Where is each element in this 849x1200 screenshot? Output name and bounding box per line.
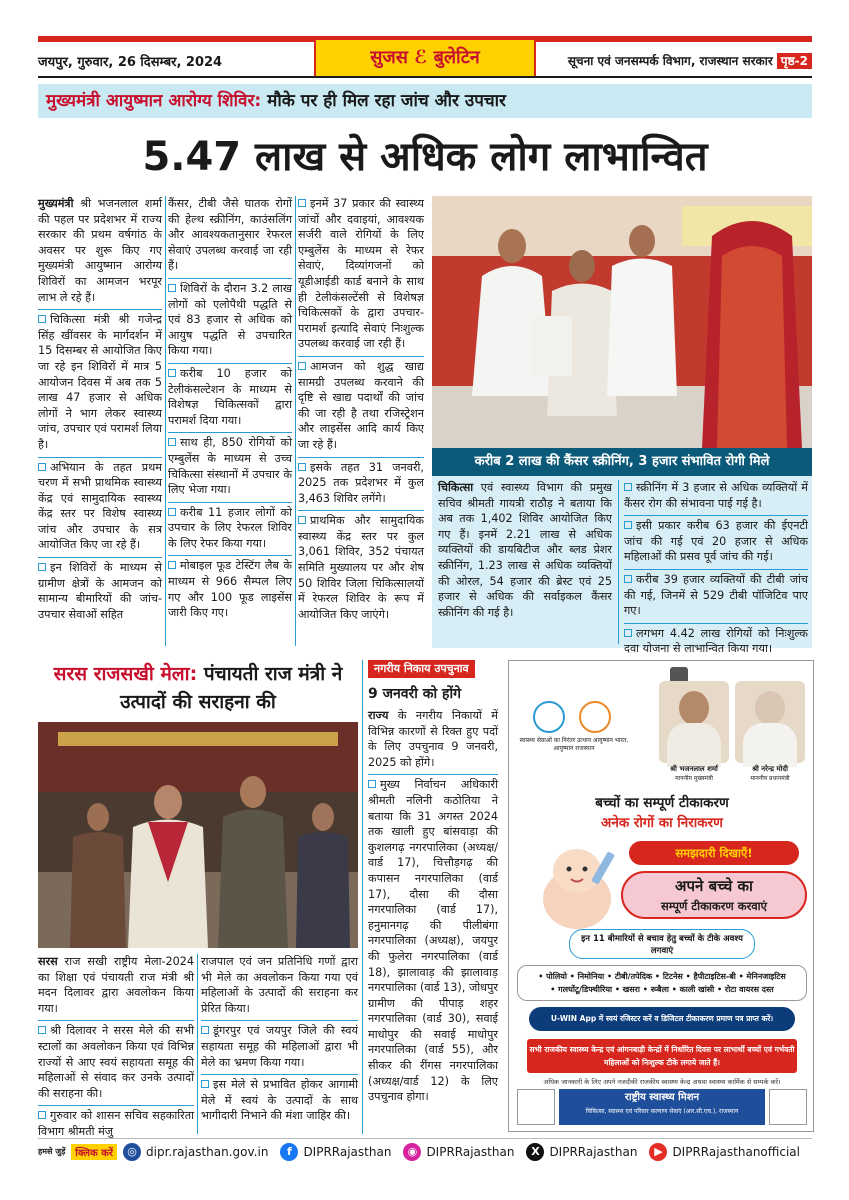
paragraph: इसी प्रकार करीब 63 हजार की ईएनटी जांच की गई एवं 20 हजार से अधिक महिलाओं की प्रसव पूर्व जांच की गई। xyxy=(624,519,808,564)
vaccination-advertisement xyxy=(508,660,814,1132)
youtube-icon: ▶ xyxy=(649,1143,667,1161)
uwin-banner: U-WIN App में स्वयं रजिस्टर करें व डिजिटल टीकाकरण प्रमाण पत्र प्राप्त करें। xyxy=(529,1007,795,1031)
bullet-square-icon xyxy=(168,561,176,569)
lead-word: राज्य xyxy=(368,709,389,722)
join-us-label: हमसे जुड़ें xyxy=(38,1147,66,1156)
column-rule xyxy=(197,954,198,1134)
facebook-icon: f xyxy=(280,1143,298,1161)
click-here-label: क्लिक करें xyxy=(71,1144,117,1160)
pm-name: श्री नरेन्द्र मोदी माननीय प्रधानमंत्री xyxy=(750,765,790,782)
paragraph: राजपाल एवं जन प्रतिनिधि गणों द्वारा भी मेले का अवलोकन किया गया एवं महिलाओं के उत्पादों की सराहना कर प्रेरित किया। xyxy=(201,955,358,1015)
bullet-square-icon xyxy=(624,521,632,529)
column-rule xyxy=(295,196,296,646)
saras-title-red: सरस राजसखी मेला: xyxy=(53,663,198,685)
vaccinate-banner: अपने बच्चे का सम्पूर्ण टीकाकरण करवाएं xyxy=(621,871,807,919)
paragraph: अभियान के तहत प्रथम चरण में सभी प्राथमिक स्वास्थ्य केंद्र एवं सामुदायिक स्वास्थ्य केंद्र स्तर पर विशेष स्वास्थ्य जांच और उपचार के सत्र आयोजित किए जा रहे हैं। xyxy=(38,460,162,552)
bullet-square-icon xyxy=(38,463,46,471)
main-kicker xyxy=(38,84,812,118)
nhm-left-logo-icon xyxy=(517,1089,555,1125)
paragraph: श्री भजनलाल शर्मा की पहल पर प्रदेशभर में राज्य सरकार की प्रथम वर्षगांठ के अवसर पर शुरू किए गए मुख्यमंत्री आयुष्मान आरोग्य शिविरों का आमजन भरपूर लाभ ले रहे हैं। xyxy=(38,197,162,304)
paragraph: आमजन को शुद्ध खाद्य सामग्री उपलब्ध करवाने की दृष्टि से खाद्य पदार्थों की जांच की जा रही है तथा रजिस्ट्रेशन और लाइसेंस आदि कार्य किए जा रहे हैं। xyxy=(298,359,424,451)
globe-icon: ◎ xyxy=(123,1143,141,1161)
saras-column-left xyxy=(38,954,194,1138)
bullet-square-icon xyxy=(624,483,632,491)
cancer-column-left xyxy=(438,480,612,644)
instagram-icon: ◉ xyxy=(403,1143,421,1161)
bullet-square-icon xyxy=(298,463,306,471)
paragraph: डूंगरपुर एवं जयपुर जिले की स्वयं सहायता समूह की महिलाओं द्वारा भी मेले का भ्रमण किया गया। xyxy=(201,1024,358,1069)
main-column-2 xyxy=(168,196,292,646)
bullet-square-icon xyxy=(168,438,176,446)
paragraph: करीब 11 हजार लोगों को उपचार के लिए रेफरल शिविर के लिए रेफर किया गया। xyxy=(168,505,292,550)
paragraph: इनमें 37 प्रकार की स्वास्थ्य जांचों और दवाइयां, आवश्यक सर्जरी वाले रोगियों के लिए एम्बुलेंस के माध्यम से रेफर सेवाएं, दिव्यांगजनों को यूडीआईडी कार्ड बनाने के साथ ही टेलीकंसल्टेंसी से विशेषज्ञ चिकित्सकों के द्वारा उपचार-परामर्श इत्यादि सेवाएं निःशुल्क उपलब्ध करवाई जा रही हैं। xyxy=(298,197,424,351)
x-icon: X xyxy=(526,1143,544,1161)
scheme-logos xyxy=(519,699,629,763)
bullet-square-icon xyxy=(624,629,632,637)
paragraph: गुरुवार को शासन सचिव सहकारिता विभाग श्रीमती मंजु xyxy=(38,1109,194,1138)
website-link[interactable]: ◎ dipr.rajasthan.gov.in xyxy=(123,1143,268,1161)
photo-caption: करीब 2 लाख की कैंसर स्क्रीनिंग, 3 हजार संभावित रोगी मिले xyxy=(432,448,812,476)
bullet-square-icon xyxy=(298,199,306,207)
nhm-right-logo-icon xyxy=(769,1089,807,1125)
x-link[interactable]: X DIPRRajasthan xyxy=(526,1143,637,1161)
column-rule xyxy=(618,480,619,644)
paragraph: चिकित्सा मंत्री श्री गजेन्द्र सिंह खींवसर के मार्गदर्शन में 15 दिसम्बर से आयोजित किए जा रहे इन शिविरों में मात्र 5 आयोजन दिवस में अब तक 5 लाख 47 हजार से अधिक लोगों ने भाग लेकर स्वास्थ्य जांच, उपचार एवं परामर्श लिया है। xyxy=(38,313,162,451)
saras-mela-photo xyxy=(38,722,358,948)
bullet-square-icon xyxy=(38,563,46,571)
contact-line: अधिक जानकारी के लिए अपने नजदीकी राजकीय स्वास्थ्य केन्द्र अथवा स्वास्थ्य कार्मिक से सम्पर्क करें। xyxy=(543,1078,781,1086)
department-line xyxy=(538,52,812,69)
paragraph: श्री दिलावर ने सरस मेले की सभी स्टालों का अवलोकन किया एवं विभिन्न राज्यों से आए स्वयं सहायता समूह की महिलाओं से संवाद कर उनके उत्पादों की सराहना की। xyxy=(38,1024,194,1100)
bullet-square-icon xyxy=(38,315,46,323)
nhm-banner: राष्ट्रीय स्वास्थ्य मिशन चिकित्सा, स्वास्थ्य एवं परिवार कल्याण सेवाएं (आर.सी.एच.), राजस्थान xyxy=(559,1089,765,1125)
kicker-rest: मौके पर ही मिल रहा जांच और उपचार xyxy=(261,91,507,111)
health-camp-illustration xyxy=(432,196,812,448)
cancer-column-right xyxy=(624,480,808,656)
lead-word: मुख्यमंत्री xyxy=(38,197,74,210)
bullet-square-icon xyxy=(168,369,176,377)
saras-column-right xyxy=(201,954,358,1134)
saras-mela-illustration xyxy=(38,722,358,948)
bullet-square-icon xyxy=(368,780,376,788)
facebook-link[interactable]: f DIPRRajasthan xyxy=(280,1143,391,1161)
bullet-square-icon xyxy=(168,508,176,516)
paragraph: इसके तहत 31 जनवरी, 2025 तक प्रदेशभर में कुल 3,463 शिविर लगेंगे। xyxy=(298,460,424,505)
footer-social-bar xyxy=(38,1138,812,1162)
paragraph: लगभग 4.42 लाख रोगियों को निःशुल्क दवा योजना से लाभान्वित किया गया। xyxy=(624,626,808,656)
disease-list: • पोलियो • निमोनिया • टीबी/तपेदिक • टिटनेस • हैपीटाइटिस-बी • मेनिनजाइटिस • गलघोंटू/डिफ्थीरिया • खसरा • रूबैला • काली खांसी • रोटा वायरस दस्त xyxy=(517,965,807,1001)
instagram-link[interactable]: ◉ DIPRRajasthan xyxy=(403,1143,514,1161)
paragraph: इस मेले से प्रभावित होकर आगामी मेले में स्वयं के उत्पादों के साथ भागीदारी निभाने की मंशा जाहिर की। xyxy=(201,1078,358,1123)
bullet-square-icon xyxy=(201,1080,209,1088)
logo-text: स्वास्थ्य सेवाओं का निरंतर उत्थान आयुष्मान भारत, आयुष्मान राजस्थान xyxy=(519,737,629,752)
health-logo-icon xyxy=(533,701,565,733)
paragraph: साथ ही, 850 रोगियों को एम्बुलेंस के माध्यम से उच्च चिकित्सा संस्थानों में उपचार के लिए भेजा गया। xyxy=(168,436,292,497)
paragraph: प्राथमिक और सामुदायिक स्वास्थ्य केंद्र स्तर पर कुल 3,061 शिविर, 352 पंचायत समिति मुख्यालय पर और शेष 50 शिविर जिला चिकित्सालयों में रेफरल शिविर के रूप में आयोजित किए जाएंगे। xyxy=(298,514,424,621)
bullet-square-icon xyxy=(298,516,306,524)
ad-subtitle: अनेक रोगों का निराकरण xyxy=(601,815,723,831)
lead-word: चिकित्सा xyxy=(438,481,474,494)
column-rule xyxy=(362,660,363,1134)
health-camp-photo xyxy=(432,196,812,448)
bullet-square-icon xyxy=(38,1026,46,1034)
department-name: सूचना एवं जनसम्पर्क विभाग, राजस्थान सरकार xyxy=(567,54,773,68)
bypoll-column xyxy=(368,708,498,1134)
paragraph: करीब 10 हजार को टेलीकंसल्टेशन के माध्यम से विशेषज्ञ चिकित्सकों द्वारा परामर्श दिया गया। xyxy=(168,366,292,427)
smart-choice-banner: समझदारी दिखाएँ! xyxy=(629,841,799,865)
ayushman-logo-icon xyxy=(579,701,611,733)
kicker-red: मुख्यमंत्री आयुष्मान आरोग्य शिविर: xyxy=(46,91,262,111)
paragraph: मुख्य निर्वाचन अधिकारी श्रीमती नलिनी कठोतिया ने बताया कि 31 अगस्त 2024 तक खाली हुए बांसवाड़ा की कुशलगढ़ नगरपालिका (अध्यक्ष/वार्ड 17), चित्तौड़गढ़ की कपासन नगरपालिका (वार्ड 17), दौसा की दौसा नगरपालिका (वार्ड 17), हनुमानगढ़ की पीलीबंगा नगरपालिका (अध्यक्ष), जयपुर की फुलेरा नगरपालिका (वार्ड 18), झालावाड़ की झालावाड़ नगरपालिका (वार्ड 13), जोधपुर ग्रामीण की पीपाड़ शहर नगरपालिका (वार्ड 30), सवाई माधोपुर की सवाई माधोपुर नगरपालिका (वार्ड 55), और सीकर की रींगस नगरपालिका (अध्यक्ष/वार्ड 12) के लिए उपचुनाव होगा। xyxy=(368,778,498,1104)
ad-title: बच्चों का सम्पूर्ण टीकाकरण xyxy=(595,795,729,811)
paragraph: राज सखी राष्ट्रीय मेला-2024 का शिक्षा एवं पंचायती राज मंत्री श्री मदन दिलावर द्वारा अवलोकन किया गया। xyxy=(38,955,194,1015)
paragraph: स्क्रीनिंग में 3 हजार से अधिक व्यक्तियों में कैंसर रोग की संभावना पाई गई है। xyxy=(624,481,808,510)
bullet-square-icon xyxy=(624,575,632,583)
paragraph: इन शिविरों के माध्यम से ग्रामीण क्षेत्रों के आमजन को सामान्य बीमारियों की जांच-उपचार सेवाओं सहित xyxy=(38,561,162,621)
cm-name: श्री भजनलाल शर्मा माननीय मुख्यमंत्री xyxy=(670,765,718,782)
bypoll-tag: नगरीय निकाय उपचुनाव xyxy=(368,660,475,678)
paragraph: एवं स्वास्थ्य विभाग की प्रमुख सचिव श्रीमती गायत्री राठौड़ ने बताया कि अब तक 1,402 शिविर आयोजित किए गए हैं। इनमें 2.21 लाख से अधिक व्यक्तियों की डायबिटीज और ब्लड प्रेशर स्क्रीनिंग, 1.23 लाख से अधिक व्यक्तियों की ओरल, 54 हजार की ब्रेस्ट एवं 25 हजार से अधिक की सर्वाइकल कैंसर स्क्रीनिंग की गई है। xyxy=(438,481,612,619)
main-column-3 xyxy=(298,196,424,646)
bullet-square-icon xyxy=(38,1111,46,1119)
paragraph: कैंसर, टीबी जैसे घातक रोगों की हेल्थ स्क्रीनिंग, काउंसलिंग और आवश्यकतानुसार रेफरल सेवाएं उपलब्ध करवाई जा रही हैं। xyxy=(168,197,292,273)
page-number: पृष्ठ-2 xyxy=(777,53,812,69)
bypoll-headline: 9 जनवरी को होंगे xyxy=(368,686,461,702)
bullet-square-icon xyxy=(201,1026,209,1034)
column-rule xyxy=(165,196,166,646)
bullet-square-icon xyxy=(168,284,176,292)
masthead-rule xyxy=(38,76,812,78)
date-line: जयपुर, गुरुवार, 26 दिसम्बर, 2024 xyxy=(38,55,223,70)
eleven-diseases-banner: इन 11 बीमारियों से बचाव हेतु बच्चों के टीके अवश्य लगवाएं xyxy=(569,929,755,959)
bulletin-logo: सुजस ℰ बुलेटिन xyxy=(314,38,536,78)
bullet-square-icon xyxy=(298,362,306,370)
main-headline: 5.47 लाख से अधिक लोग लाभान्वित xyxy=(142,134,708,180)
lead-word: सरस xyxy=(38,955,58,968)
paragraph: शिविरों के दौरान 3.2 लाख लोगों को एलोपैथी पद्धति से एवं 83 हजार से अधिक को आयुष पद्धति से उपचारित किया गया। xyxy=(168,281,292,358)
free-vaccine-banner: सभी राजकीय स्वास्थ्य केन्द्र एवं आंगनबाड़ी केन्द्रों में निर्धारित दिवस पर लाभार्थी बच्चों एवं गर्भवती महिलाओं को निःशुल्क टीके लगाये जाते हैं। xyxy=(527,1039,797,1073)
main-column-1 xyxy=(38,196,162,646)
paragraph: के नगरीय निकायों में विभिन्न कारणों से रिक्त हुए पदों के लिए उपचुनाव 9 जनवरी, 2025 को होंगे। xyxy=(368,709,498,769)
masthead xyxy=(38,36,812,78)
chief-minister-photo xyxy=(659,681,729,763)
paragraph: करीब 39 हजार व्यक्तियों की टीबी जांच की गई, जिनमें से 529 टीबी पॉजिटिव पाए गए। xyxy=(624,572,808,618)
saras-headline xyxy=(38,660,358,720)
prime-minister-photo xyxy=(735,681,805,763)
youtube-link[interactable]: ▶ DIPRRajasthanofficial xyxy=(649,1143,800,1161)
baby-vaccine-icon xyxy=(527,839,627,935)
paragraph: मोबाइल फूड टेस्टिंग लैब के माध्यम से 966 सैम्पल लिए गए और 100 फूड लाइसेंस जारी किए गए। xyxy=(168,559,292,620)
saras-title-rest: पंचायती राज मंत्री ने उत्पादों की सराहना की xyxy=(120,663,343,713)
